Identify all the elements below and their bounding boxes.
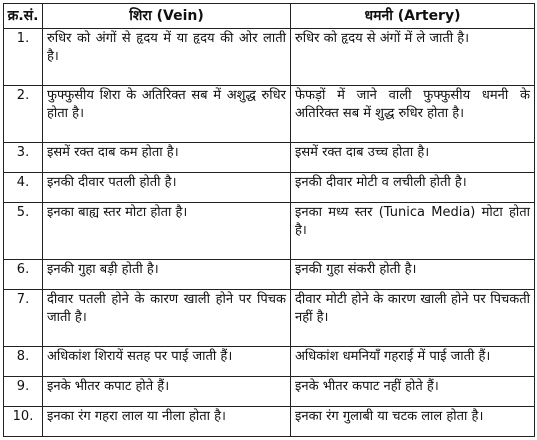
row-number: 9. <box>4 377 43 407</box>
vein-artery-comparison-table <box>3 3 535 437</box>
vein-cell: दीवार पतली होने के कारण खाली होने पर पिचक जाती है। <box>43 290 291 347</box>
row-number: 8. <box>4 347 43 377</box>
row-number: 10. <box>4 407 43 437</box>
vein-cell: इसमें रक्त दाब कम होता है। <box>43 143 291 173</box>
artery-cell: फेफड़ों में जाने वाली फुफ्फुसीय धमनी के अतिरिक्त सब में शुद्ध रुधिर होता है। <box>291 86 535 143</box>
vein-cell: अधिकांश शिरायें सतह पर पाई जाती हैं। <box>43 347 291 377</box>
row-number: 2. <box>4 86 43 143</box>
artery-cell: इनकी गुहा संकरी होती है। <box>291 260 535 290</box>
row-number: 1. <box>4 29 43 86</box>
artery-cell: रुधिर को हृदय से अंगों में ले जाती है। <box>291 29 535 86</box>
row-number: 3. <box>4 143 43 173</box>
table-row <box>4 29 535 86</box>
table-row <box>4 203 535 260</box>
row-number: 4. <box>4 173 43 203</box>
vein-cell: इनकी गुहा बड़ी होती है। <box>43 260 291 290</box>
table-row <box>4 173 535 203</box>
vein-cell: रुधिर को अंगों से हृदय में या हृदय की ओर लाती है। <box>43 29 291 86</box>
row-number: 7. <box>4 290 43 347</box>
table-header-row <box>4 4 535 29</box>
header-artery: धमनी (Artery) <box>291 4 535 29</box>
artery-cell: इसमें रक्त दाब उच्च होता है। <box>291 143 535 173</box>
table-row <box>4 290 535 347</box>
artery-cell: इनके भीतर कपाट नहीं होते हैं। <box>291 377 535 407</box>
header-vein: शिरा (Vein) <box>43 4 291 29</box>
artery-cell: इनकी दीवार मोटी व लचीली होती है। <box>291 173 535 203</box>
table-row <box>4 347 535 377</box>
artery-cell: इनका मध्य स्तर (Tunica Media) मोटा होता है। <box>291 203 535 260</box>
table-row <box>4 377 535 407</box>
artery-cell: अधिकांश धमनियाँ गहराई में पाई जाती हैं। <box>291 347 535 377</box>
row-number: 6. <box>4 260 43 290</box>
header-serial: क्र.सं. <box>4 4 43 29</box>
table-row <box>4 143 535 173</box>
table-row <box>4 86 535 143</box>
vein-cell: इनकी दीवार पतली होती है। <box>43 173 291 203</box>
row-number: 5. <box>4 203 43 260</box>
table-row <box>4 260 535 290</box>
vein-cell: इनका रंग गहरा लाल या नीला होता है। <box>43 407 291 437</box>
artery-cell: इनका रंग गुलाबी या चटक लाल होता है। <box>291 407 535 437</box>
vein-cell: फुफ्फुसीय शिरा के अतिरिक्त सब में अशुद्ध रुधिर होता है। <box>43 86 291 143</box>
table-row <box>4 407 535 437</box>
vein-cell: इनका बाह्य स्तर मोटा होता है। <box>43 203 291 260</box>
vein-cell: इनके भीतर कपाट होते हैं। <box>43 377 291 407</box>
artery-cell: दीवार मोटी होने के कारण खाली होने पर पिचकती नहीं है। <box>291 290 535 347</box>
